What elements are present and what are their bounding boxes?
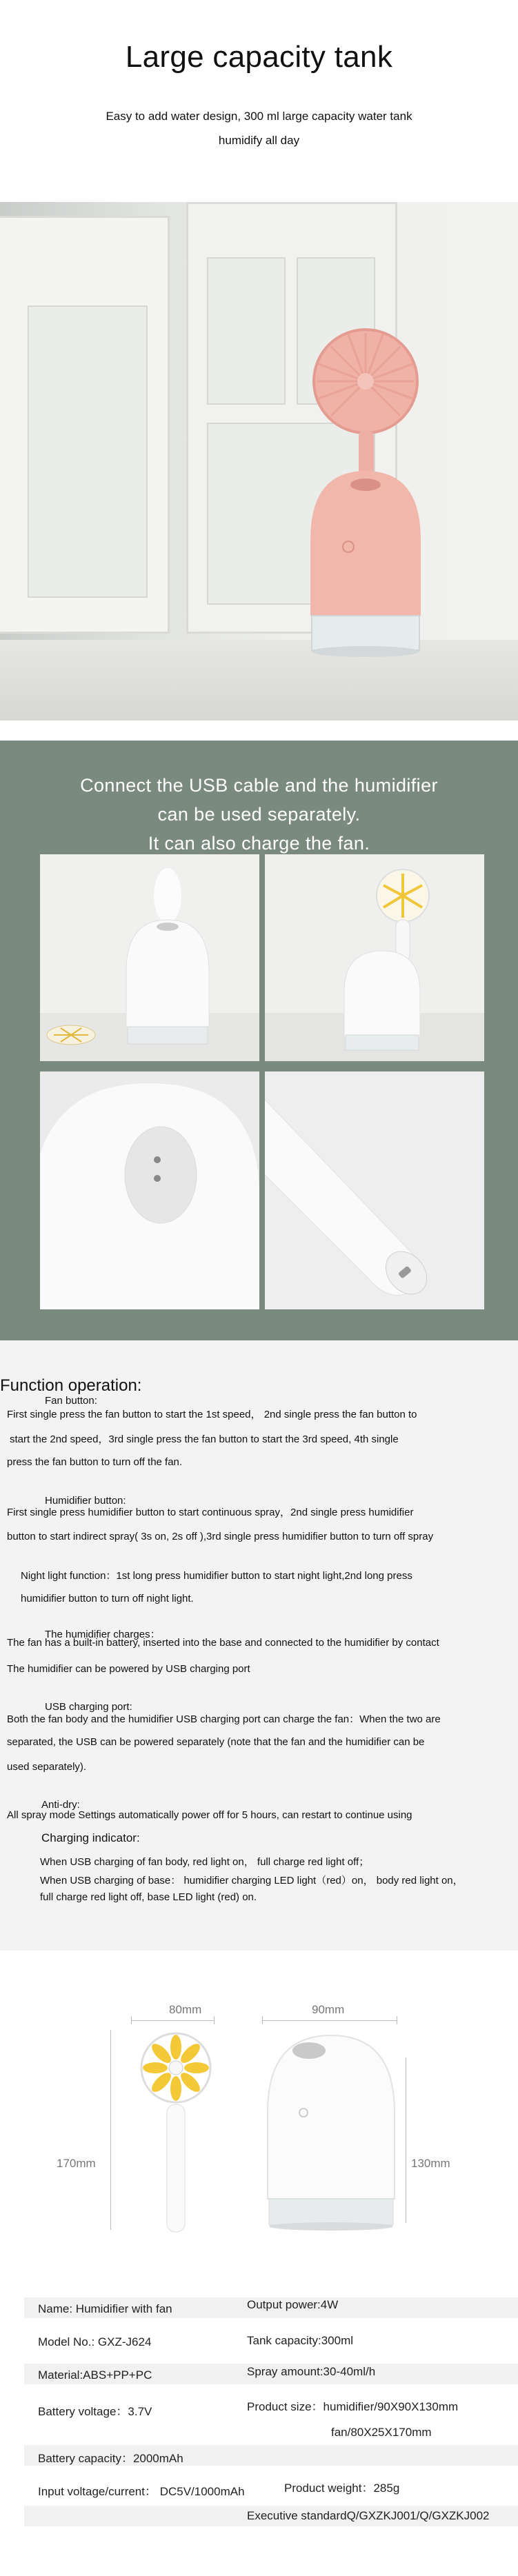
usb-heading-line-2: can be used separately. <box>157 804 361 825</box>
fan-width-tick-right <box>214 2016 215 2024</box>
hero-product-photo <box>0 202 518 721</box>
charging-indicator-title: Charging indicator: <box>41 1831 140 1844</box>
subtitle-line-1: Easy to add water design, 300 ml large capacity water tank <box>106 110 412 123</box>
function-operation-section <box>0 1340 518 1951</box>
night-light-text-2: humidifier button to turn off night light. <box>21 1593 194 1604</box>
fan-height-line <box>110 2030 111 2230</box>
photo-fan-handle-usb-port <box>265 1071 484 1309</box>
charges-text-1: The fan has a built-in battery, inserted into the base and connected to the humidifier by contact <box>7 1637 439 1649</box>
door-panel-left <box>28 305 148 598</box>
spec-spray: Spray amount:30-40ml/h <box>247 2365 376 2378</box>
night-light-text-1: Night light function：1st long press humidifier button to start night light,2nd long press <box>21 1570 412 1582</box>
indicator-text-1: When USB charging of fan body, red light on， full charge red light off； <box>40 1856 370 1868</box>
usb-heading-line-1: Connect the USB cable and the humidifier <box>80 775 438 796</box>
spec-input: Input voltage/current： DC5V/1000mAh <box>38 2485 245 2498</box>
anti-dry-text: All spray mode Settings automatically power off for 5 hours, can restart to continue using <box>7 1809 412 1821</box>
page-title: Large capacity tank <box>125 40 393 74</box>
spec-tank: Tank capacity:300ml <box>247 2334 354 2347</box>
humidifier-illustration <box>262 2030 400 2237</box>
indicator-text-3: full charge red light off, base LED light (red) on. <box>40 1891 257 1903</box>
spec-size-1: Product size：humidifier/90X90X130mm <box>247 2400 459 2413</box>
usb-port-text-2: separated, the USB can be powered separately (note that the fan and the humidifier can be <box>7 1736 425 1748</box>
usb-port-title: USB charging port: <box>45 1701 132 1713</box>
usb-port-text-3: used separately). <box>7 1761 87 1773</box>
fan-text-2: start the 2nd speed，3rd single press the fan button to start the 3rd speed, 4th single <box>10 1433 399 1445</box>
fan-text-1: First single press the fan button to start the 1st speed， 2nd single press the fan button to <box>7 1409 417 1420</box>
fan-width-line <box>131 2020 214 2021</box>
usb-heading-line-3: It can also charge the fan. <box>148 833 370 854</box>
hum-width-tick-left <box>262 2016 263 2024</box>
usb-port-text-1: Both the fan body and the humidifier USB charging port can charge the fan：When the two are <box>7 1713 441 1725</box>
spec-output: Output power:4W <box>247 2298 339 2311</box>
photo-humidifier-misting <box>40 854 259 1061</box>
fan-text-3: press the fan button to turn off the fan. <box>7 1456 183 1468</box>
indicator-text-2: When USB charging of base： humidifier charging LED light（red）on， body red light on， <box>40 1875 464 1886</box>
spec-name: Name: Humidifier with fan <box>38 2302 172 2315</box>
fan-illustration <box>138 2030 214 2237</box>
humidifier-button-title: Humidifier button: <box>45 1495 126 1507</box>
humidifier-text-2: button to start indirect spray( 3s on, 2s off ),3rd single press humidifier button to turn off spray <box>7 1531 434 1542</box>
usb-feature-section <box>0 741 518 1340</box>
fan-width-tick-left <box>131 2016 132 2024</box>
function-heading: Function operation: <box>0 1376 142 1395</box>
charges-text-2: The humidifier can be powered by USB charging port <box>7 1663 250 1675</box>
humidifier-text-1: First single press humidifier button to start continuous spray，2nd single press humidifier <box>7 1507 414 1518</box>
spec-battery-voltage: Battery voltage：3.7V <box>38 2405 152 2418</box>
fan-button-title: Fan button: <box>45 1395 97 1407</box>
fan-height-label: 170mm <box>57 2157 96 2170</box>
anti-dry-title: Anti-dry: <box>41 1799 80 1811</box>
spec-size-2: fan/80X25X170mm <box>331 2426 432 2439</box>
specs-table <box>0 2268 518 2576</box>
photo-humidifier-with-fan <box>265 854 484 1061</box>
spec-standard: Executive standardQ/GXZKJ001/Q/GXZKJ002 <box>247 2509 490 2522</box>
photo-top-opening-closeup <box>40 1071 259 1309</box>
fan-width-label: 80mm <box>169 2003 202 2016</box>
dimensions-section <box>0 1951 518 2268</box>
pink-humidifier-illustration <box>262 312 469 721</box>
spec-battery-capacity: Battery capacity：2000mAh <box>38 2452 183 2465</box>
subtitle-line-2: humidify all day <box>218 134 300 147</box>
charges-title: The humidifier charges： <box>45 1629 161 1640</box>
hum-height-label: 130mm <box>411 2157 450 2170</box>
hum-width-line <box>262 2020 397 2021</box>
spec-material: Material:ABS+PP+PC <box>38 2368 152 2382</box>
spec-weight: Product weight：285g <box>284 2482 400 2495</box>
spec-model: Model No.: GXZ-J624 <box>38 2335 152 2348</box>
hum-width-label: 90mm <box>312 2003 345 2016</box>
